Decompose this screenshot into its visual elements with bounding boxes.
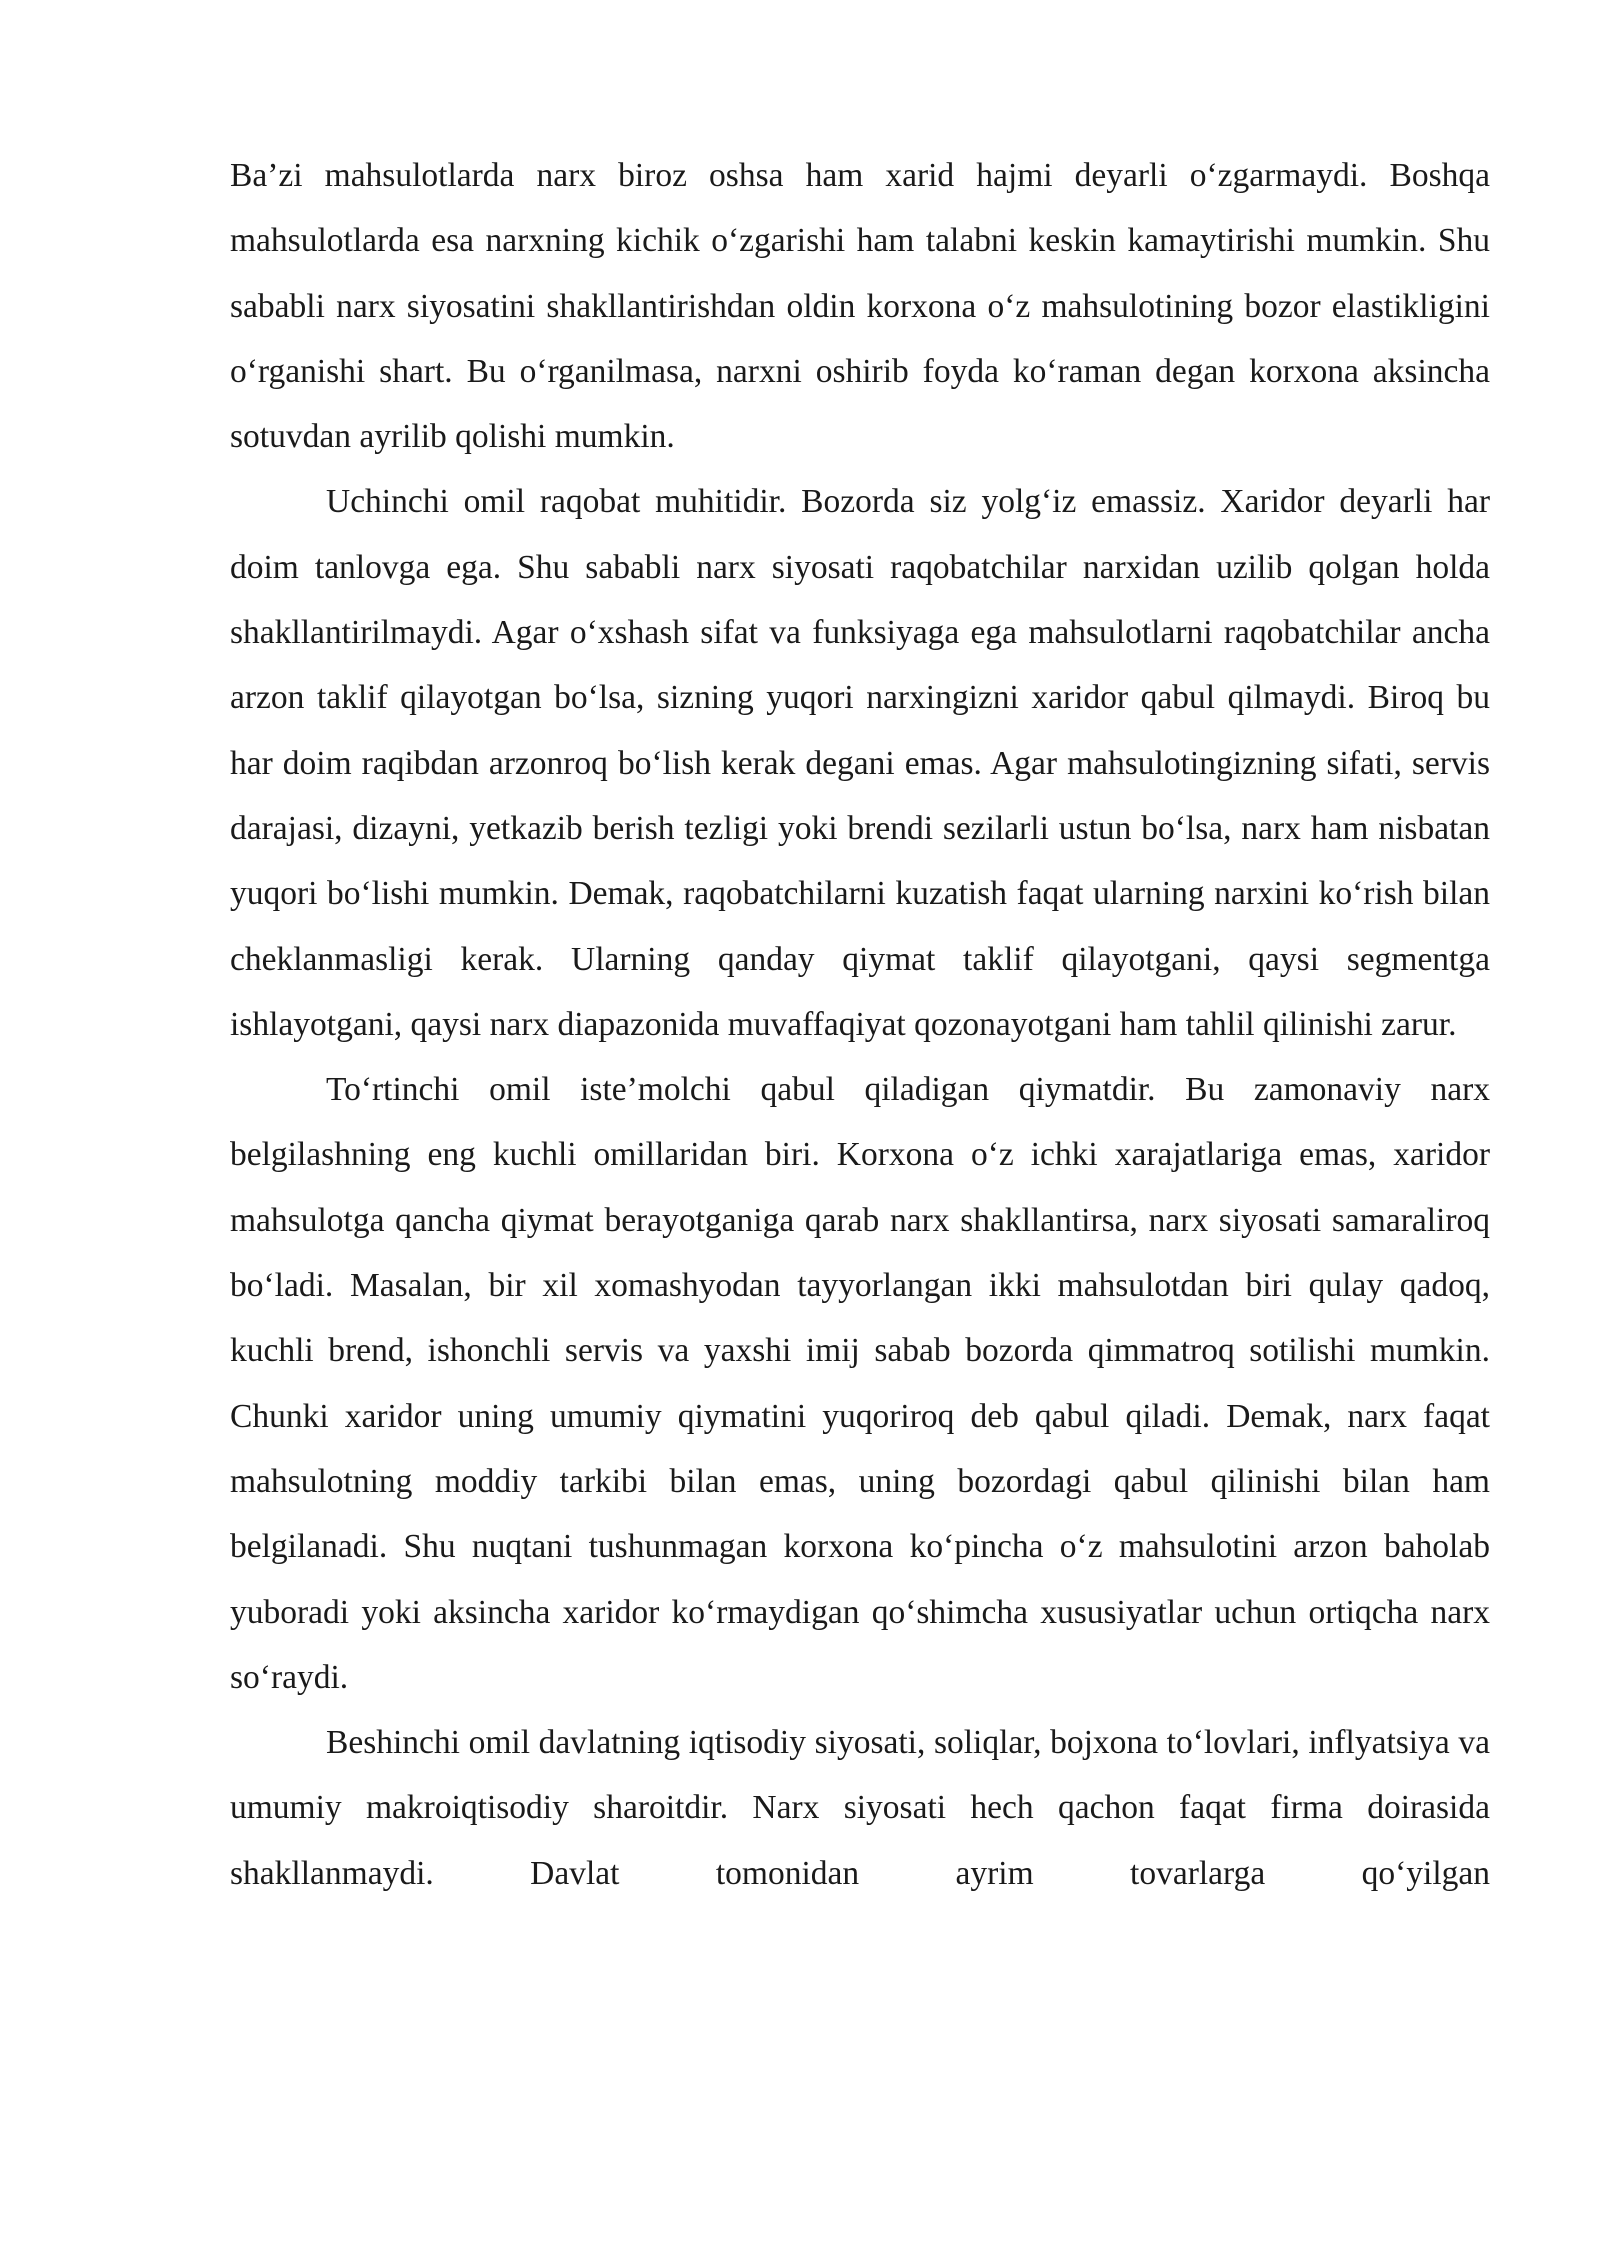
paragraph-elasticity-continuation: Ba’zi mahsulotlarda narx biroz oshsa ham xarid hajmi deyarli o‘zgarmaydi. Boshqa mahsulotlarda esa narxning kichik o‘zgarishi ham talabni keskin kamaytirishi mumkin. Shu sababli narx siyosatini shakllantirishdan oldin korxona o‘z mahsulotining bozor elastikligini o‘rganishi shart. Bu o‘rganilmasa, narxni oshirib foyda ko‘raman degan korxona aksincha sotuvdan ayrilib qolishi mumkin. — [230, 157, 1490, 456]
paragraph-competition-factor: Uchinchi omil raqobat muhitidir. Bozorda siz yolg‘iz emassiz. Xaridor deyarli har doim tanlovga ega. Shu sababli narx siyosati raqobatchilar narxidan uzilib qolgan holda shakllantirilmaydi. Agar o‘xshash sifat va funksiyaga ega mahsulotlarni raqobatchilar ancha arzon taklif qilayotgan bo‘lsa, sizning yuqori narxingizni xaridor qabul qilmaydi. Biroq bu har doim raqibdan arzonroq bo‘lish kerak degani emas. Agar mahsulotingizning sifati, servis darajasi, dizayni, yetkazib berish tezligi yoki brendi sezilarli ustun bo‘lsa, narx ham nisbatan yuqori bo‘lishi mumkin. Demak, raqobatchilarni kuzatish faqat ularning narxini ko‘rish bilan cheklanmasligi kerak. Ularning qanday qiymat taklif qilayotgani, qaysi segmentga ishlayotgani, qaysi narx diapazonida muvaffaqiyat qozonayotgani ham tahlil qilinishi zarur. — [230, 483, 1490, 1043]
paragraph-state-policy-factor: Beshinchi omil davlatning iqtisodiy siyosati, soliqlar, bojxona to‘lovlari, inflyatsiya va umumiy makroiqtisodiy sharoitdir. Narx siyosati hech qachon faqat firma doirasida shakllanmaydi. Davlat tomonidan ayrim tovarlarga qo‘yilgan — [230, 1724, 1490, 1892]
paragraph-perceived-value-factor: To‘rtinchi omil iste’molchi qabul qiladigan qiymatdir. Bu zamonaviy narx belgilashning eng kuchli omillaridan biri. Korxona o‘z ichki xarajatlariga emas, xaridor mahsulotga qancha qiymat berayotganiga qarab narx shakllantirsa, narx siyosati samaraliroq bo‘ladi. Masalan, bir xil xomashyodan tayyorlangan ikki mahsulotdan biri qulay qadoq, kuchli brend, ishonchli servis va yaxshi imij sabab bozorda qimmatroq sotilishi mumkin. Chunki xaridor uning umumiy qiymatini yuqoriroq deb qabul qiladi. Demak, narx faqat mahsulotning moddiy tarkibi bilan emas, uning bozordagi qabul qilinishi bilan ham belgilanadi. Shu nuqtani tushunmagan korxona ko‘pincha o‘z mahsulotini arzon baholab yuboradi yoki aksincha xaridor ko‘rmaydigan qo‘shimcha xususiyatlar uchun ortiqcha narx so‘raydi. — [230, 1071, 1490, 1696]
document-body — [230, 143, 1490, 1906]
